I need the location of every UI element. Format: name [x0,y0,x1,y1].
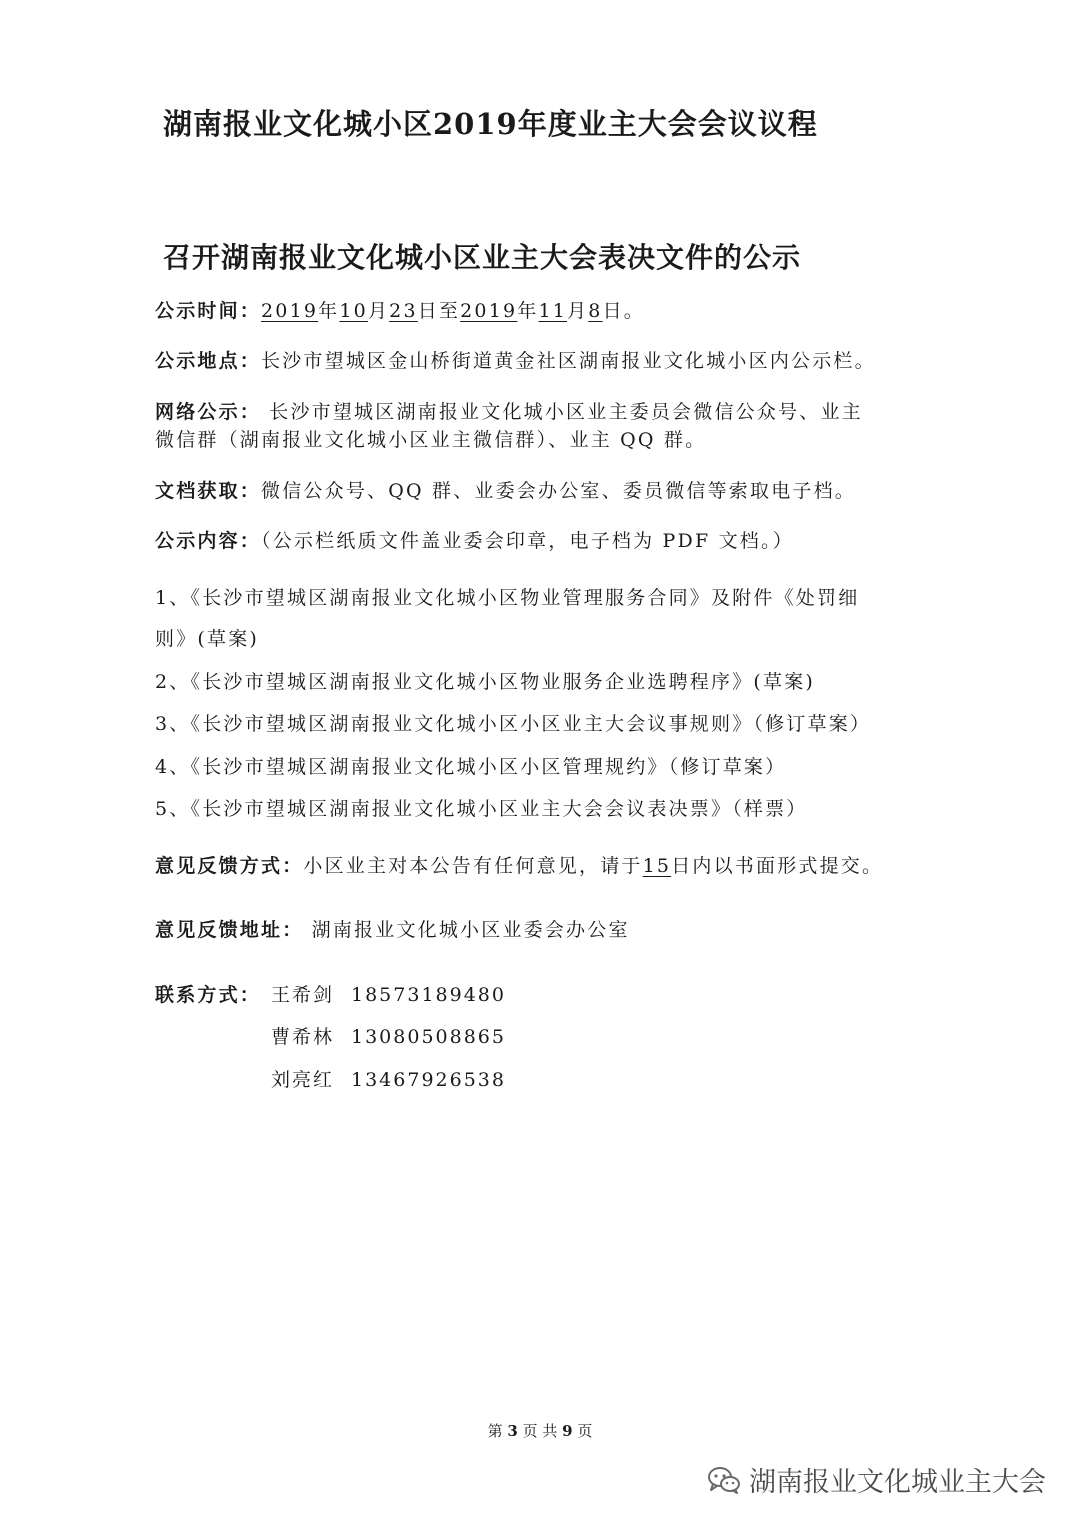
main-title: 湖南报业文化城小区2019年度业主大会会议议程 [163,107,818,141]
start-month: 10 [339,300,368,322]
page-footer [0,1420,1080,1441]
feedback-method-label: 意见反馈方式： [155,855,304,877]
network-notice-text-2: 微信群（湖南报业文化城小区业主微信群）、业主 QQ 群。 [155,429,707,451]
footer-mid: 页 共 [522,1422,558,1440]
network-notice-line-1 [155,403,863,422]
contact-row [271,1028,506,1047]
notice-location-text: 长沙市望城区金山桥街道黄金社区湖南报业文化城小区内公示栏。 [261,350,876,372]
start-day: 23 [389,300,418,322]
contact-phone: 18573189480 [351,984,506,1006]
watermark-text: 湖南报业文化城业主大会 [749,1467,1046,1498]
notice-content-line [155,532,794,551]
sub-title: 召开湖南报业文化城小区业主大会表决文件的公示 [163,241,802,274]
current-page-number: 3 [507,1422,518,1440]
wechat-icon [707,1465,741,1495]
feedback-address-text: 湖南报业文化城小区业委会办公室 [303,919,630,941]
total-page-number: 9 [562,1422,573,1440]
feedback-days: 15 [642,855,672,877]
network-notice-label: 网络公示： [155,401,262,423]
day-to-text: 日至 [417,300,461,322]
document-access-text: 微信公众号、QQ 群、业委会办公室、委员微信等索取电子档。 [261,480,857,502]
network-notice-text-1: 长沙市望城区湖南报业文化城小区业主委员会微信公众号、业主 [261,401,863,423]
contact-label-line [155,986,261,1005]
day-end-text: 日。 [602,300,645,322]
document-access-label: 文档获取： [155,480,262,502]
month-char-2: 月 [567,300,589,322]
list-item: 4、《长沙市望城区湖南报业文化城小区小区管理规约》（修订草案） [155,756,787,778]
end-day: 8 [588,300,603,322]
list-item: 1、《长沙市望城区湖南报业文化城小区物业管理服务合同》及附件《处罚细 [155,587,860,609]
list-item: 则》(草案) [155,628,260,650]
list-item: 5、《长沙市望城区湖南报业文化城小区业主大会会议表决票》（样票） [155,798,808,820]
notice-location-line [155,352,876,371]
footer-pre: 第 [487,1422,503,1440]
wechat-watermark [707,1460,1046,1499]
list-item: 2、《长沙市望城区湖南报业文化城小区物业服务企业选聘程序》(草案) [155,671,816,693]
notice-content-label: 公示内容： [155,530,262,552]
feedback-address-line [155,921,630,940]
contact-name: 刘亮红 [271,1069,335,1091]
start-year: 2019 [261,300,319,322]
feedback-method-line [155,857,883,876]
document-access-line [155,482,856,501]
feedback-address-label: 意见反馈地址： [155,919,304,941]
contact-phone: 13080508865 [351,1026,506,1048]
year-char-2: 年 [517,300,539,322]
contact-row [271,986,506,1005]
notice-content-text: （公示栏纸质文件盖业委会印章，电子档为 PDF 文档。） [261,530,794,552]
contact-name: 王希剑 [271,984,335,1006]
end-year: 2019 [460,300,518,322]
contact-label: 联系方式： [155,984,262,1006]
contact-phone: 13467926538 [351,1069,506,1091]
feedback-method-text-1: 小区业主对本公告有任何意见，请于 [303,855,643,877]
year-char-1: 年 [318,300,340,322]
notice-time-label: 公示时间： [155,300,262,322]
contact-row [271,1071,506,1090]
month-char-1: 月 [367,300,390,322]
notice-location-label: 公示地点： [155,350,262,372]
list-item: 3、《长沙市望城区湖南报业文化城小区小区业主大会议事规则》（修订草案） [155,713,872,735]
end-month: 11 [538,300,568,322]
footer-post: 页 [577,1422,593,1440]
notice-time-line [155,302,645,321]
feedback-method-text-2: 日内以书面形式提交。 [671,855,884,877]
network-notice-line-2 [155,431,706,450]
contact-name: 曹希林 [271,1026,335,1048]
